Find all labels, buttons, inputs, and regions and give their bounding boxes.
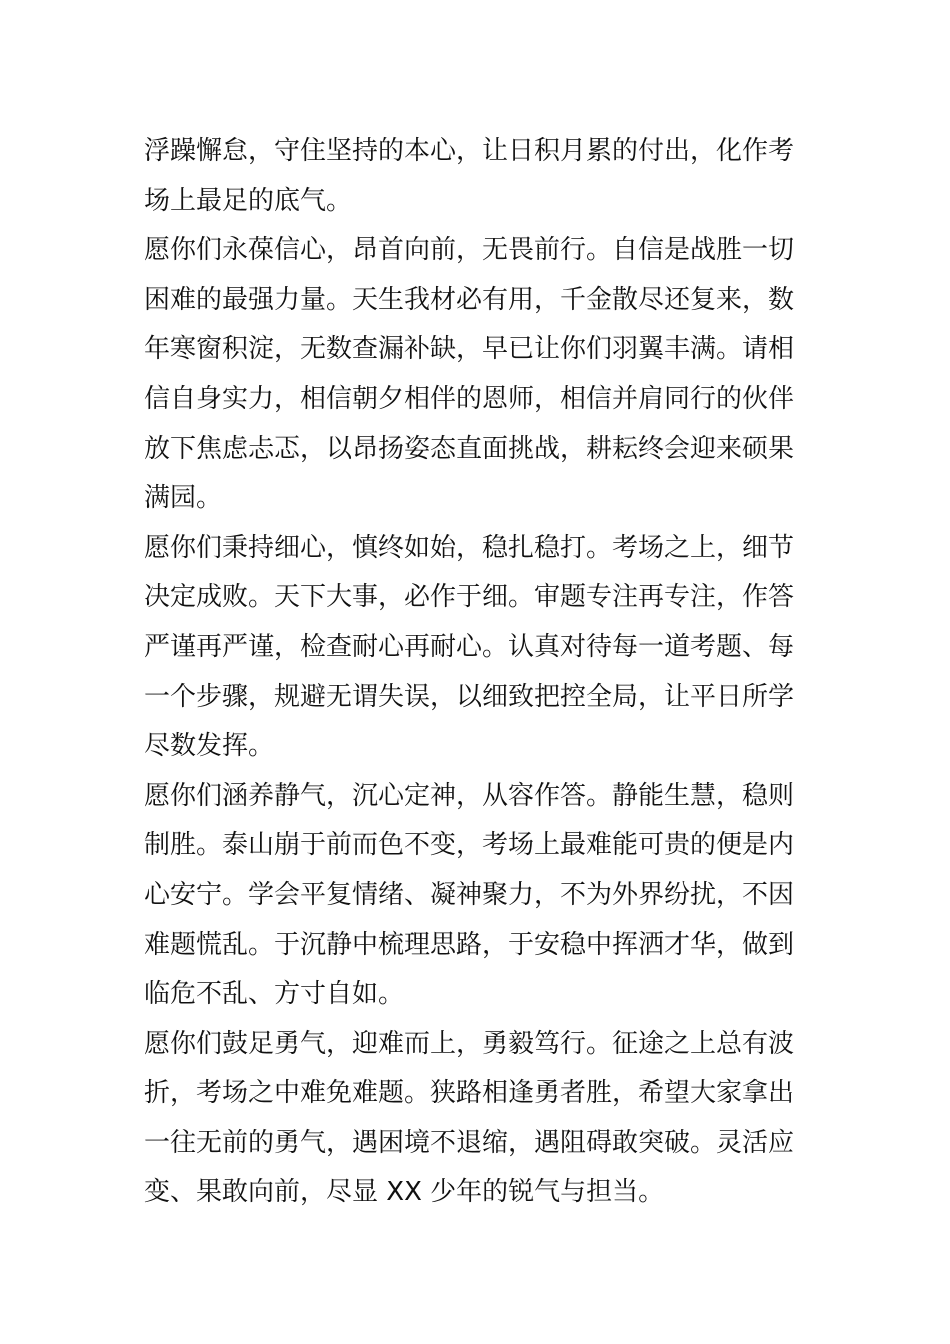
text-line: 愿你们永葆信心，昂首向前，无畏前行。自信是战胜一切 xyxy=(144,235,795,266)
text-line: 信自身实力，相信朝夕相伴的恩师，相信并肩同行的伙伴 xyxy=(144,383,795,414)
text-line: 放下焦虑忐忑，以昂扬姿态直面挑战，耕耘终会迎来硕果 xyxy=(144,433,795,464)
text-line: 一个步骤，规避无谓失误，以细致把控全局，让平日所学 xyxy=(144,681,795,712)
text-line: 困难的最强力量。天生我材必有用，千金散尽还复来，数 xyxy=(144,284,795,315)
text-line: 场上最足的底气。 xyxy=(144,185,353,216)
text-line: 严谨再严谨，检查耐心再耐心。认真对待每一道考题、每 xyxy=(144,631,795,662)
text-line: 折，考场之中难免难题。狭路相逢勇者胜，希望大家拿出 xyxy=(144,1078,795,1109)
text-line: 浮躁懈怠，守住坚持的本心，让日积月累的付出，化作考 xyxy=(144,136,795,166)
text-line: 心安宁。学会平复情绪、凝神聚力，不为外界纷扰，不因 xyxy=(144,879,795,910)
text-line: 愿你们秉持细心，慎终如始，稳扎稳打。考场之上，细节 xyxy=(144,532,795,563)
text-line: 愿你们鼓足勇气，迎难而上，勇毅笃行。征途之上总有波 xyxy=(144,1028,795,1059)
text-line: 满园。 xyxy=(144,483,223,514)
text-line: 临危不乱、方寸自如。 xyxy=(144,979,405,1010)
text-line: 难题慌乱。于沉静中梳理思路，于安稳中挥洒才华，做到 xyxy=(144,929,795,960)
text-line: 尽数发挥。 xyxy=(144,731,275,762)
text-line: 年寒窗积淀，无数查漏补缺，早已让你们羽翼丰满。请相 xyxy=(144,334,795,365)
text-line: 决定成败。天下大事，必作于细。审题专注再专注，作答 xyxy=(144,582,795,613)
text-line: 一往无前的勇气，遇困境不退缩，遇阻碍敢突破。灵活应 xyxy=(144,1127,795,1158)
text-line: 变、果敢向前，尽显 XX 少年的锐气与担当。 xyxy=(144,1177,665,1208)
text-line: 制胜。泰山崩于前而色不变，考场上最难能可贵的便是内 xyxy=(144,830,795,861)
text-line: 愿你们涵养静气，沉心定神，从容作答。静能生慧，稳则 xyxy=(144,780,795,811)
document-body xyxy=(144,127,809,1218)
